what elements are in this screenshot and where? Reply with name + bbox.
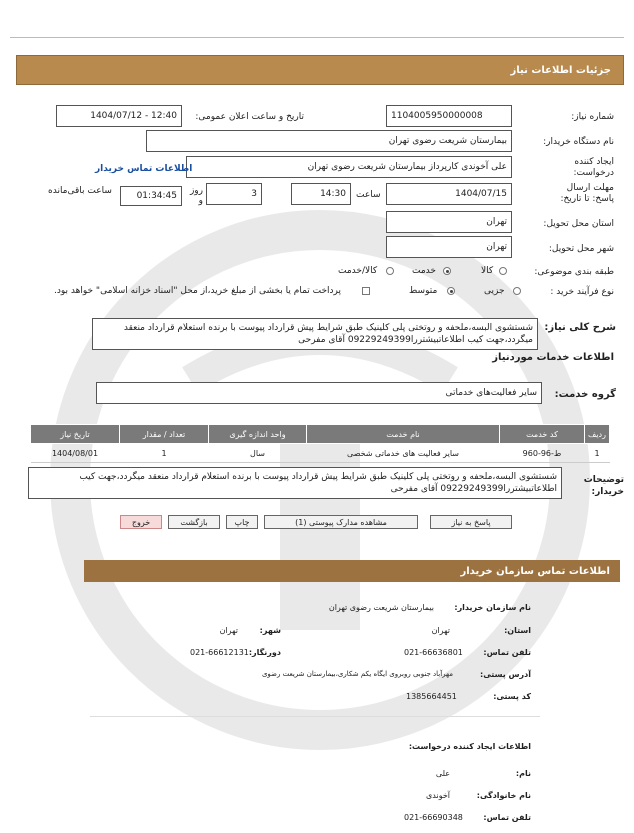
page-title: جزئیات اطلاعات نیاز (510, 64, 611, 76)
payment-note: پرداخت تمام یا بخشی از مبلغ خرید،از محل "اسناد خزانه اسلامی" خواهد بود. (54, 286, 342, 296)
deadline-time-field[interactable]: 14:30 (291, 183, 351, 205)
creator-name-label: نام: (515, 769, 531, 778)
col-name: نام خدمت (307, 425, 500, 444)
creator-info-title: اطلاعات ایجاد کننده درخواست: (408, 742, 531, 751)
process-label: نوع فرآیند خرید : (550, 287, 614, 297)
category-option-service: خدمت (412, 266, 436, 276)
creator-phone-label: تلفن تماس: (483, 813, 531, 822)
print-button[interactable]: چاپ (226, 515, 258, 529)
contact-city-value: تهران (219, 626, 238, 635)
category-radio-goods-service[interactable] (386, 267, 394, 275)
col-unit: واحد اندازه گیری (209, 425, 307, 444)
contact-postal-value: 1385664451 (406, 692, 457, 701)
city-label: شهر محل تحویل: (548, 244, 614, 254)
col-index: ردیف (585, 425, 610, 444)
cell-index: 1 (585, 444, 610, 463)
deadline-label: مهلت ارسال پاسخ: تا تاریخ: (560, 183, 614, 204)
category-option-goods-service: کالا/خدمت (338, 266, 378, 276)
cell-unit: سال (209, 444, 307, 463)
cell-name: سایر فعالیت های خدماتی شخصی (307, 444, 500, 463)
contact-divider (90, 716, 540, 717)
creator-phone-value: 021-66690348 (404, 813, 463, 822)
contact-phone-label: تلفن تماس: (483, 648, 531, 657)
cell-date: 1404/08/01 (31, 444, 120, 463)
contact-province-value: تهران (431, 626, 450, 635)
days-field: 3 (206, 183, 262, 205)
services-table (30, 424, 610, 463)
buyer-desc-box: شستشوی البسه،ملحفه و روتختی پلی کلینیک طبق شرایط پیش قرارداد پیوست با برنده استعلام قرارداد منعقد میگردد،جهت کیب اطلاعاتبیشتررا09229249399 آقای مفرحی (28, 467, 562, 499)
contact-org-value: بیمارستان شریعت رضوی تهران (328, 603, 434, 612)
need-number-field: 1104005950000008 (386, 105, 512, 127)
page-header (16, 55, 624, 85)
col-code: کد خدمت (500, 425, 585, 444)
contact-postal-label: کد پستی: (493, 692, 531, 701)
deadline-date-field[interactable]: 1404/07/15 (386, 183, 512, 205)
buyer-org-field: بیمارستان شریعت رضوی تهران (146, 130, 512, 152)
remaining-time-field: 01:34:45 (120, 186, 182, 206)
cell-code: ط-96-960 (500, 444, 585, 463)
buyer-desc-label: توضیحات خریدار: (583, 475, 624, 497)
contact-address-label: آدرس پستی: (480, 670, 531, 679)
table-row (31, 444, 610, 463)
service-group-field: سایر فعالیت‌های خدماتی (96, 382, 542, 404)
summary-label: شرح کلی نیاز: (544, 322, 616, 333)
services-title: اطلاعات خدمات موردنیاز (492, 352, 614, 363)
top-divider (10, 37, 624, 38)
contact-phone-value: 021-66636801 (404, 648, 463, 657)
announce-field: 1404/07/12 - 12:40 (56, 105, 182, 127)
contact-link[interactable]: اطلاعات تماس خریدار (95, 164, 193, 174)
remaining-label: ساعت باقی‌مانده (48, 186, 112, 196)
process-radio-minor[interactable] (513, 287, 521, 295)
contact-title: اطلاعات تماس سازمان خریدار (460, 565, 610, 577)
summary-box: شستشوی البسه،ملحفه و روتختی پلی کلینیک طبق شرایط پیش قرارداد پیوست با برنده استعلام قرارداد منعقد میگردد،جهت کیب اطلاعاتبیشتررا09229249399 آقای مفرحی (92, 318, 538, 350)
payment-checkbox[interactable] (362, 287, 370, 295)
contact-province-label: استان: (504, 626, 531, 635)
announce-label: تاریخ و ساعت اعلان عمومی: (195, 112, 304, 122)
creator-family-label: نام خانوادگی: (476, 791, 531, 800)
table-header-row (31, 425, 610, 444)
contact-address-value: مهرآباد جنوبی روبروی ایگاه یکم شکاری،بیمارستان شریعت رضوی (261, 670, 453, 678)
contact-header (84, 560, 620, 582)
category-radio-goods[interactable] (499, 267, 507, 275)
creator-family-value: آخوندی (426, 791, 450, 800)
contact-fax-value: 021-66612131 (190, 648, 249, 657)
days-label: روز و (189, 186, 203, 206)
city-field: تهران (386, 236, 512, 258)
contact-fax-label: دورنگار: (248, 648, 281, 657)
category-option-goods: کالا (481, 266, 494, 276)
process-option-minor: جزیی (484, 286, 505, 296)
creator-field: علی آخوندی کارپرداز بیمارستان شریعت رضوی تهران (186, 156, 512, 178)
buyer-org-label: نام دستگاه خریدار: (543, 137, 614, 147)
attachments-button[interactable]: مشاهده مدارک پیوستی (1) (264, 515, 418, 529)
service-group-label: گروه خدمت: (554, 389, 616, 400)
back-button[interactable]: بازگشت (168, 515, 220, 529)
creator-label: ایجاد کننده درخواست: (573, 157, 614, 178)
contact-org-label: نام سازمان خریدار: (454, 603, 531, 612)
need-number-label: شماره نیاز: (571, 112, 614, 122)
reply-button[interactable]: پاسخ به نیاز (430, 515, 512, 529)
category-radio-service[interactable] (443, 267, 451, 275)
col-date: تاریخ نیاز (31, 425, 120, 444)
col-qty: تعداد / مقدار (120, 425, 209, 444)
province-label: استان محل تحویل: (543, 219, 614, 229)
process-option-medium: متوسط (409, 286, 438, 296)
creator-name-value: علی (435, 769, 450, 778)
process-radio-medium[interactable] (447, 287, 455, 295)
category-label: طبقه بندی موضوعی: (534, 267, 614, 277)
deadline-time-label: ساعت (356, 190, 381, 200)
contact-city-label: شهر: (259, 626, 281, 635)
exit-button[interactable]: خروج (120, 515, 162, 529)
province-field: تهران (386, 211, 512, 233)
cell-qty: 1 (120, 444, 209, 463)
